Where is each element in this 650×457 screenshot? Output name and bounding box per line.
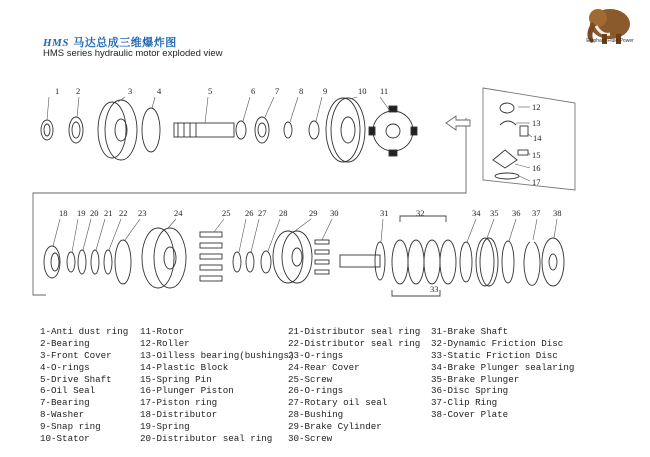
callout-35: 35 (490, 208, 499, 218)
part-37 (524, 242, 540, 285)
callout-28: 28 (279, 208, 288, 218)
legend-item: 38-Cover Plate (431, 409, 509, 421)
callout-36: 36 (512, 208, 521, 218)
legend-item: 15-Spring Pin (140, 373, 212, 385)
callout-7: 7 (275, 86, 280, 96)
part-18 (44, 246, 60, 278)
parts-legend-col-3 (288, 326, 420, 445)
part-19 (67, 252, 75, 272)
legend-item: 24-Rear Cover (288, 361, 360, 373)
part-15 (518, 150, 528, 155)
part-11 (369, 106, 417, 156)
legend-item: 31-Brake Shaft (431, 326, 509, 337)
part-32 (392, 240, 456, 284)
part-35 (476, 238, 498, 286)
legend-item: 11-Rotor (140, 326, 185, 337)
callout-15: 15 (532, 150, 541, 160)
callout-12: 12 (532, 102, 541, 112)
legend-item: 30-Screw (288, 433, 333, 445)
part-9 (309, 121, 319, 139)
callout-13: 13 (532, 118, 541, 128)
callout-20: 20 (90, 208, 99, 218)
legend-item: 8-Washer (40, 409, 85, 421)
callout-2: 2 (76, 86, 81, 96)
part-36 (502, 241, 514, 283)
legend-item: 18-Distributor (140, 409, 218, 421)
part-28 (261, 251, 271, 273)
part-25 (200, 232, 222, 281)
part-29 (273, 231, 312, 283)
callout-24: 24 (174, 208, 183, 218)
callout-25: 25 (222, 208, 231, 218)
part-1 (41, 120, 53, 140)
callout-22: 22 (119, 208, 128, 218)
legend-item: 16-Plunger Piston (140, 385, 234, 397)
callout-34: 34 (472, 208, 481, 218)
callout-21: 21 (104, 208, 113, 218)
part-22 (104, 250, 112, 274)
callout-37: 37 (532, 208, 541, 218)
callout-11: 11 (380, 86, 389, 96)
part-38 (542, 238, 564, 286)
part-14 (520, 126, 528, 136)
legend-item: 4-O-rings (40, 361, 90, 373)
legend-item: 29-Brake Cylinder (288, 421, 382, 433)
legend-item: 34-Brake Plunger sealaring (431, 361, 575, 373)
title-cn-text: 马达总成三维爆炸图 (68, 36, 177, 49)
legend-item: 33-Static Friction Disc (431, 349, 558, 361)
part-10 (326, 98, 365, 162)
legend-item: 23-O-rings (288, 349, 344, 361)
legend-item: 28-Bushing (288, 409, 344, 421)
legend-item: 25-Screw (288, 373, 333, 385)
callout-14: 14 (533, 133, 542, 143)
legend-item: 10-Stator (40, 433, 90, 445)
legend-item: 3-Front Cover (40, 349, 112, 361)
callout-29: 29 (309, 208, 318, 218)
callout-4: 4 (157, 86, 162, 96)
parts-legend-col-1 (40, 326, 128, 445)
part-7 (255, 117, 269, 143)
legend-item: 12-Roller (140, 337, 190, 349)
part-26 (233, 252, 241, 272)
legend-item: 26-O-rings (288, 385, 344, 397)
callout-33: 33 (430, 284, 439, 294)
part-34 (460, 242, 472, 282)
callout-18: 18 (59, 208, 68, 218)
part-8 (284, 122, 292, 138)
legend-item: 22-Distributor seal ring (288, 337, 421, 349)
parts-legend-col-2 (140, 326, 294, 445)
title-prefix: HMS (43, 37, 69, 49)
legend-item: 14-Plastic Block (140, 361, 229, 373)
legend-item: 17-Piston ring (140, 397, 218, 409)
part-16 (493, 150, 517, 168)
callout-27: 27 (258, 208, 267, 218)
legend-item: 9-Snap ring (40, 421, 101, 433)
legend-item: 13-Oilless bearing(bushings) (140, 349, 295, 361)
callout-19: 19 (77, 208, 86, 218)
callout-6: 6 (251, 86, 256, 96)
legend-item: 35-Brake Plunger (431, 373, 520, 385)
callout-1: 1 (55, 86, 60, 96)
legend-item: 36-Disc Spring (431, 385, 509, 397)
logo-text: Elephant Fluid Power (586, 38, 634, 44)
legend-item: 27-Rotary oil seal (288, 397, 388, 409)
legend-item: 5-Drive Shaft (40, 373, 112, 385)
part-23 (115, 240, 131, 284)
part-17 (495, 173, 519, 179)
callout-3: 3 (128, 86, 133, 96)
callout-32: 32 (416, 208, 425, 218)
part-2 (69, 117, 83, 143)
part-30 (315, 240, 329, 274)
callout-8: 8 (299, 86, 304, 96)
legend-item: 20-Distributor seal ring (140, 433, 273, 445)
part-12 (500, 103, 514, 113)
part-13 (500, 121, 516, 125)
legend-item: 1-Anti dust ring (40, 326, 129, 337)
legend-item: 32-Dynamic Friction Disc (431, 337, 564, 349)
legend-item: 6-Oil Seal (40, 385, 96, 397)
part-31 (340, 242, 385, 280)
callout-10: 10 (358, 86, 367, 96)
callout-26: 26 (245, 208, 254, 218)
legend-item: 2-Bearing (40, 337, 90, 349)
page-title-en: HMS series hydraulic motor exploded view (43, 48, 223, 59)
part-3 (98, 100, 137, 160)
part-20 (78, 250, 86, 274)
callout-38: 38 (553, 208, 562, 218)
legend-item: 19-Spring (140, 421, 190, 433)
legend-item: 37-Clip Ring (431, 397, 498, 409)
part-27 (246, 252, 254, 272)
part-4 (142, 108, 160, 152)
part-6 (236, 121, 246, 139)
callout-9: 9 (323, 86, 328, 96)
callout-17: 17 (532, 177, 541, 187)
part-24 (142, 228, 186, 288)
part-21 (91, 250, 99, 274)
parts-legend-col-4 (431, 326, 574, 421)
part-5 (174, 123, 234, 137)
legend-item: 21-Distributor seal ring (288, 326, 421, 337)
callout-16: 16 (532, 163, 541, 173)
callout-30: 30 (330, 208, 339, 218)
callout-23: 23 (138, 208, 147, 218)
callout-31: 31 (380, 208, 389, 218)
legend-item: 7-Bearing (40, 397, 90, 409)
callout-5: 5 (208, 86, 213, 96)
